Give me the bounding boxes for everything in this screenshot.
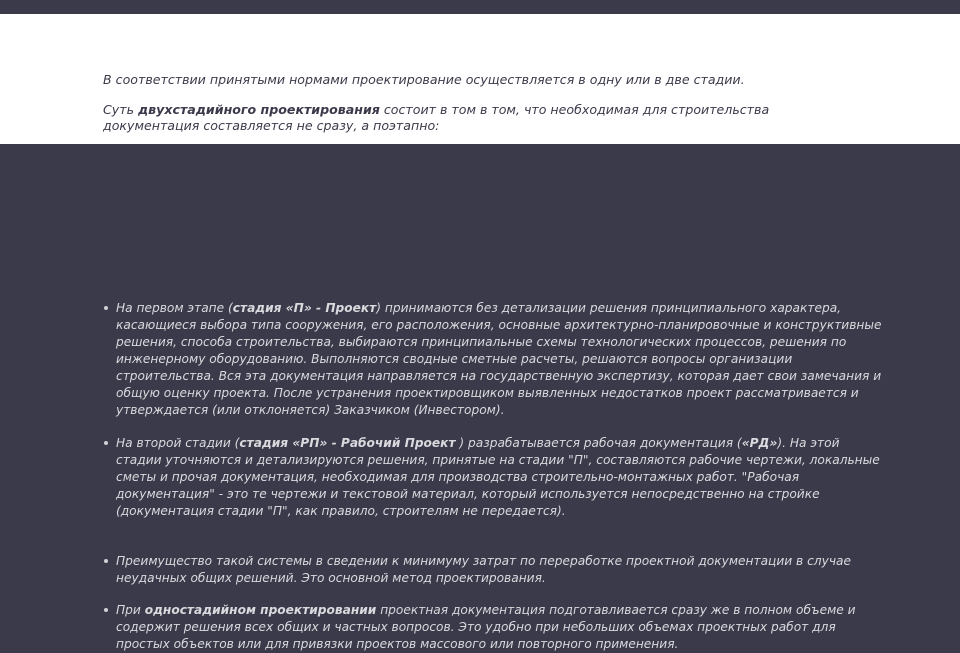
bullet-dot-icon <box>104 306 108 310</box>
bullet4-end: проектная документация подготавливается сразу же в полном объеме и содержит решения всех общих и частных вопросов. Это удобно при небольших объемах проектных работ для простых объектов или для привязки проектов массового или повторного применения. <box>116 603 856 651</box>
bullet-dot-icon <box>104 441 108 445</box>
intro-paragraph-2 <box>103 102 863 134</box>
bullet2-end: ). На этой стадии уточняются и детализируются решения, принятые на стадии "П", составляются рабочие чертежи, локальные сметы и прочая документация, необходимая для производства строительно-монтажных работ. "Рабочая документация" - это те чертежи и текстовой материал, который используется непосредственно на стройке (документация стадии "П", как правило, строителям не передается). <box>116 436 880 518</box>
bullet-dot-icon <box>104 559 108 563</box>
top-bar <box>0 0 960 14</box>
intro-line2-start: Суть <box>103 102 139 117</box>
bullet1-end: ) принимаются без детализации решения принципиального характера, касающиеся выбора типа сооружения, его расположения, основные архитектурно-планировочные и конструктивные решения, способа строительства, выбираются принципиальные схемы технологических процессов, решения по инженерному оборудованию. Выполняются сводные сметные расчеты, решаются вопросы организации строительства. Вся эта документация направляется на государственную экспертизу, которая дает свои замечания и общую оценку проекта. После устранения проектировщиком выявленных недостатков проект рассматривается и утверждается (или отклоняется) Заказчиком (Инвестором). <box>116 301 882 417</box>
intro-line1: В соответствии принятыми нормами проектирование осуществляется в одну или в две стадии. <box>103 72 745 87</box>
bullet2-start: На второй стадии ( <box>116 436 240 450</box>
list-item <box>116 300 886 419</box>
bullet4-bold: одностадийном проектировании <box>144 603 377 617</box>
list-item <box>116 602 886 653</box>
bullet2-bold: стадия «РП» - Рабочий Проект <box>239 436 456 450</box>
list-item <box>116 553 886 587</box>
intro-line2-end: состоит в том в том, что необходимая для строительства документация составляется не сразу, а поэтапно: <box>103 102 770 133</box>
intro-line2-bold: двухстадийного проектирования <box>138 102 380 117</box>
bullet2-mid: ) разрабатывается рабочая документация ( <box>455 436 742 450</box>
header-panel <box>0 14 960 144</box>
bullet1-bold: стадия «П» - Проект <box>232 301 377 315</box>
intro-paragraph-1 <box>103 72 863 88</box>
bullet2-bold-2: «РД» <box>741 436 778 450</box>
bullet-dot-icon <box>104 608 108 612</box>
bullet3-text: Преимущество такой системы в сведении к минимуму затрат по переработке проектной документации в случае неудачных общих решений. Это основной метод проектирования. <box>116 554 851 585</box>
list-item <box>116 435 886 520</box>
bullet1-start: На первом этапе ( <box>116 301 233 315</box>
bullet4-start: При <box>116 603 145 617</box>
